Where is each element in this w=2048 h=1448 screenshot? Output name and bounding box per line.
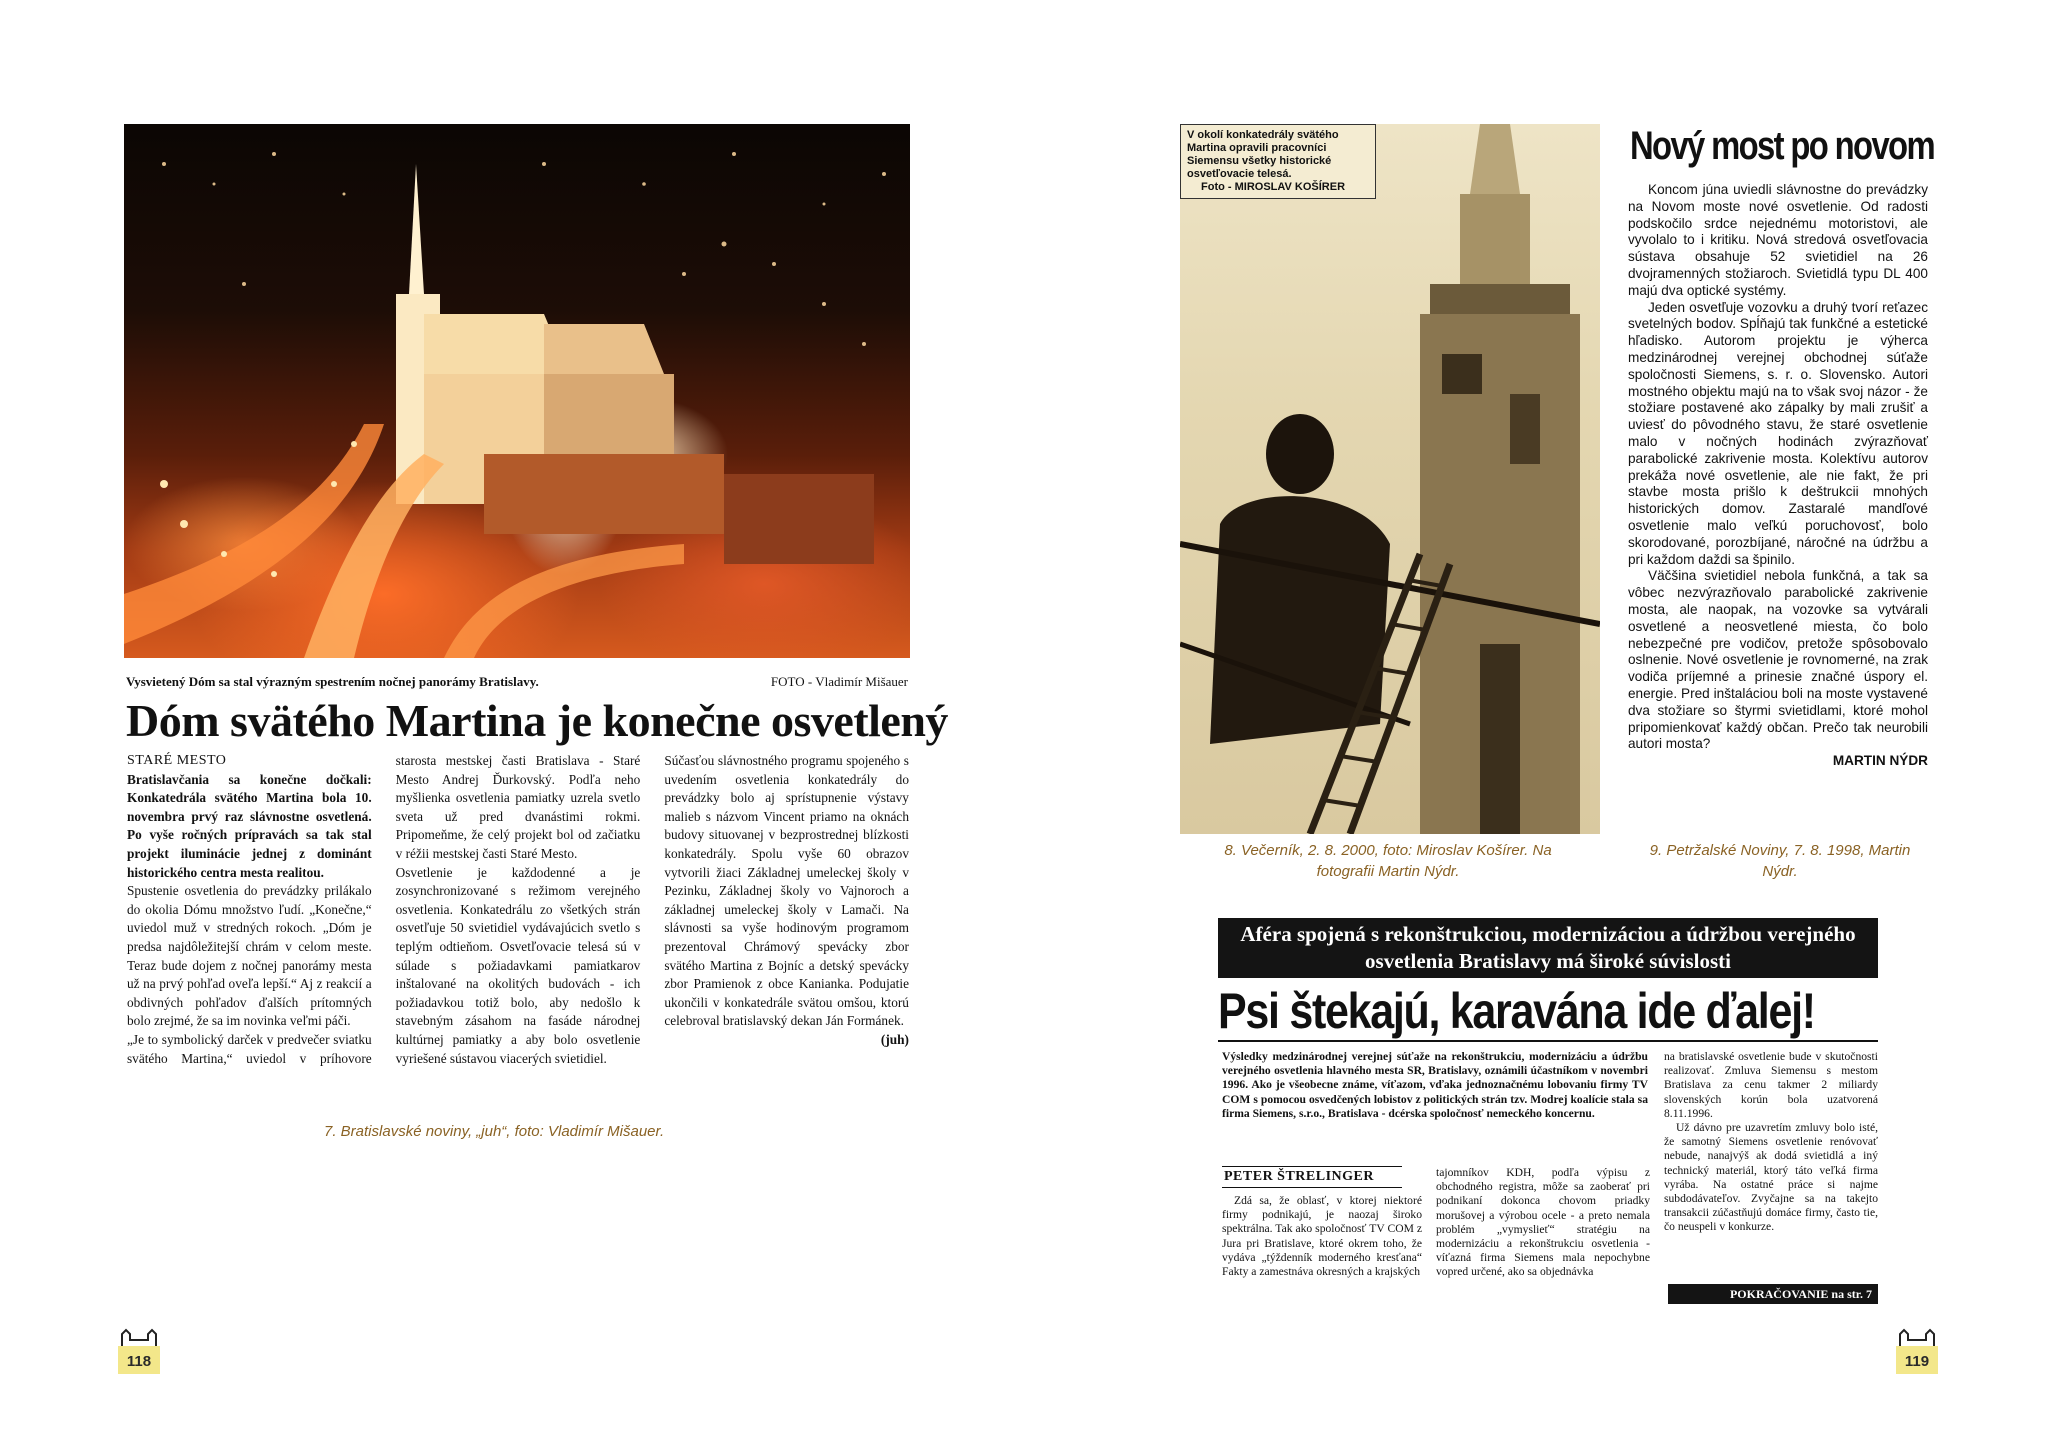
right-photo-caption-text: V okolí konkatedrály svätého Martina opravili pracovníci Siemensu všetky historické osvetľovacie telesá. [1187, 129, 1339, 180]
left-kicker: STARÉ MESTO [127, 753, 227, 768]
left-article-body [127, 752, 909, 1108]
right-source-note-1: 8. Večerník, 2. 8. 2000, foto: Miroslav Košírer. Na fotografii Martin Nýdr. [1224, 842, 1552, 880]
most-article-body [1628, 182, 1928, 770]
afera-headline: Psi štekajú, karavána ide ďalej! [1218, 983, 1815, 1039]
afera-column-2-text: tajomníkov KDH, podľa výpisu z obchodného registra, môže sa zaoberať pri podnikaní dokonca chovom priadky morušovej a výrobou ocele - a preto nemala problém „vymyslieť“ stratégiu na modernizáciu a rekonštrukciu osvetlenia - víťazná firma Siemens mala nepochybne vopred určené, ako sa objednávka [1436, 1166, 1650, 1279]
afera-column-3-text-a: na bratislavské osvetlenie bude v skutočnosti realizovať. Zmluva Siemensu s mestom Bratislava za cenu takmer 2 miliardy slovenských korún bola uzatvorená 8.11.1996. [1664, 1050, 1878, 1120]
afera-column-3 [1664, 1050, 1878, 1235]
afera-banner: Aféra spojená s rekonštrukciou, modernizáciou a údržbou verejného osvetlenia Bratislavy má široké súvislosti [1218, 918, 1878, 978]
afera-column-3-text-b: Už dávno pre uzavretím zmluvy bolo isté, že samotný Siemens osvetlenie renóvovať nebude, nanajvýš ak dodá svietidlá a iný technický materiál, ktorý táto veľká firma vyrába. Na ostatné práce si najme subdodávateľov. Zvyčajne sa na takejto transakcii zúčastňujú domáce firmy, často tie, čo neuspeli v konkurze. [1664, 1121, 1878, 1234]
afera-column-1 [1222, 1194, 1422, 1279]
afera-lead: Výsledky medzinárodnej verejnej súťaže na rekonštrukciu, modernizáciu a údržbu verejného osvetlenia hlavného mesta SR, Bratislavy, oznámili účastníkom v novembri 1996. Ako je všeobecne známe, víťazom, vďaka jednoznačnému lobovaniu firmy TV COM s pomocou osvedčených lobistov z politických strán tzv. Modrej koalície stala sa firma Siemens, s.r.o., Bratislava - dcérska spoločnosť nemeckého koncernu. [1222, 1050, 1648, 1120]
left-photo-caption-text: Vysvietený Dóm sa stal výrazným spestrením nočnej panorámy Bratislavy. [126, 674, 539, 689]
right-photo-caption [1180, 124, 1376, 199]
cathedral-night-photo [124, 124, 910, 658]
left-paragraph-2: „Je to symbolický darček v predvečer sviatku svätého Martina,“ uviedol v príhovore starosta mestskej časti Bratislava - Staré Mesto Andrej Ďurkovský. Podľa neho myšlienka osvetlenia pamiatky uzrela svetlo sveta už pred dvanástimi rokmi. Pripomeňme, že celý projekt bol od začiatku v réžii mestskej časti Staré Mesto. [127, 753, 641, 1066]
most-paragraph-2: Jeden osvetľuje vozovku a druhý tvorí reťazec svetelných bodov. Spĺňajú tak funkčné a estetické hľadisko. Autorom projektu je výherca medzinárodnej verejnej obchodnej súťaže spoločnosti Siemens, s. r. o. Slovensko. Autori mostného objektu majú na to však svoj názor - že stožiare postavené ako zápalky by mali zrušiť a uviesť do pôvodného stavu, že staré osvetlenie malo v nočných hodinách zvýrazňovať parabolické zakrivenie mosta. Kolektívu autorov prekáža nové osvetlenie, ale nie fakt, že pri stavbe mosta prišlo k deštrukcii mnohých historických domov. Zastaralé mandľové osvetlenie malo veľkú poruchovosť, bolo skorodované, porozbíjané, náročné na údržbu a pri každom daždi sa špinilo. [1628, 299, 1928, 567]
page-number-text: 118 [126, 1353, 152, 1370]
left-source-note: 7. Bratislavské noviny, „juh“, foto: Vladimír Mišauer. [324, 1123, 665, 1140]
left-headline: Dóm svätého Martina je konečne osvetlený [126, 695, 948, 746]
left-paragraph-3: Osvetlenie je každodenné a je zosynchronizované s režimom verejného osvetlenia. Konkatedrálu zo všetkých strán osvetľuje 50 svietidiel vydávajúcich svetlo s teplým odtieňom. Osvetľovacie telesá sú v súlade s požiadavkami pamiatkarov inštalované na okolitých budovách - ich požiadavkou totiž bolo, aby nedošlo k stavebným zásahom na fasáde národnej kultúrnej pamiatky a aby bolo osvetlenie vyriešené sústavou viacerých svietidiel. [395, 864, 641, 1066]
left-photo-credit: FOTO - Vladimír Mišauer [770, 674, 908, 689]
most-author: MARTIN NÝDR [1832, 753, 1928, 769]
afera-column-1-text: Zdá sa, že oblasť, v ktorej niektoré firmy podnikajú, je naozaj široko spektrálna. Tak ako spoločnosť TV COM z Jura pri Bratislave, ktoré okrem toho, že vydáva „týždenník moderného kresťana“ Fakty a zamestnáva okresných a krajských [1222, 1194, 1422, 1279]
left-paragraph-1: Spustenie osvetlenia do prevádzky prilákalo do okolia Dómu množstvo ľudí. „Konečne,“ uviedol muž v stredných rokoch. „Dóm je predsa najdôležitejší chrám v celom meste. Teraz bude dojem z nočnej panorámy mesta už na prvý pohľad oveľa lepší.“ Aj z reakcií a obdivných pohľadov ďalších prítomných bolo zrejmé, že sa im novinka veľmi páči. [127, 883, 372, 1029]
left-lead: Bratislavčania sa konečne dočkali: Konkatedrála svätého Martina bola 10. novembra prvý raz slávnostne osvetlená. Po vyše ročných prípravách sa tak stal projekt iluminácie jednej z dominánt historického centra mesta realitou. [127, 771, 372, 880]
afera-continued-label: POKRAČOVANIE na str. 7 [1668, 1284, 1878, 1304]
afera-author: PETER ŠTRELINGER [1222, 1166, 1402, 1188]
left-author: (juh) [880, 1031, 909, 1047]
most-paragraph-1: Koncom júna uviedli slávnostne do prevádzky na Novom moste nové osvetlenie. Od radosti podskočilo srdce nejednému motoristovi, ale vyvolalo to i kritiku. Nová stredová osvetľovacia sústava obsahuje 52 svietidiel na 26 dvojramenných stožiaroch. Svietidlá typu DL 400 majú dva optické systémy. [1628, 182, 1928, 298]
most-paragraph-3: Väčšina svietidiel nebola funkčná, a tak sa vôbec nezvýrazňovalo parabolické zakrivenie mosta, ale naopak, na vozovke sa vytvárali osvetlené a neosvetlené miesta, čo bolo nebezpečné pre vodičov, pretože spôsobovalo oslnenie. Nové osvetlenie je rovnomerné, na zrak vodiča príjemné a prinesie značné úspory el. energie. Pred inštaláciou boli na moste vystavené dva stožiare so štyrmi svietidlami, ktoré mohol pripomienkovať každý občan. Prečo tak neurobili autori mosta? [1628, 568, 1928, 752]
tower-worker-photo [1180, 124, 1600, 834]
right-source-note-2: 9. Petržalské Noviny, 7. 8. 1998, Martin Nýdr. [1649, 842, 1911, 880]
most-headline: Nový most po novom [1630, 124, 1934, 168]
left-paragraph-4: Súčasťou slávnostného programu spojeného s uvedením osvetlenia konkatedrály do prevádzky bolo aj sprístupnenie výstavy malieb s názvom Vincent priamo na oknách budovy situovanej v bezprostrednej blízkosti konkatedrály. Spolu vyše 60 obrazov vytvorili žiaci Základnej umeleckej školy v Pezinku, Základnej školy vo Vajnoroch a základnej umeleckej školy v Lamači. Na slávnosti sa vyše hodinovým programom prezentoval Chrámový spevácky zbor svätého Martina z Bojníc a detský spevácky zbor Pramienok z obce Kanianka. Podujatie ukončili v konkatedrále svätou omšou, ktorú celebroval bratislavský dekan Ján Formánek. [664, 753, 909, 1029]
page-number-text: 119 [1904, 1353, 1930, 1370]
afera-divider [1218, 1040, 1878, 1042]
page-number-right [1896, 1328, 1938, 1374]
afera-column-2 [1436, 1166, 1650, 1280]
left-photo-caption [126, 674, 908, 690]
page-number-left [118, 1328, 160, 1374]
right-photo-credit: Foto - MIROSLAV KOŠÍRER [1201, 181, 1346, 193]
